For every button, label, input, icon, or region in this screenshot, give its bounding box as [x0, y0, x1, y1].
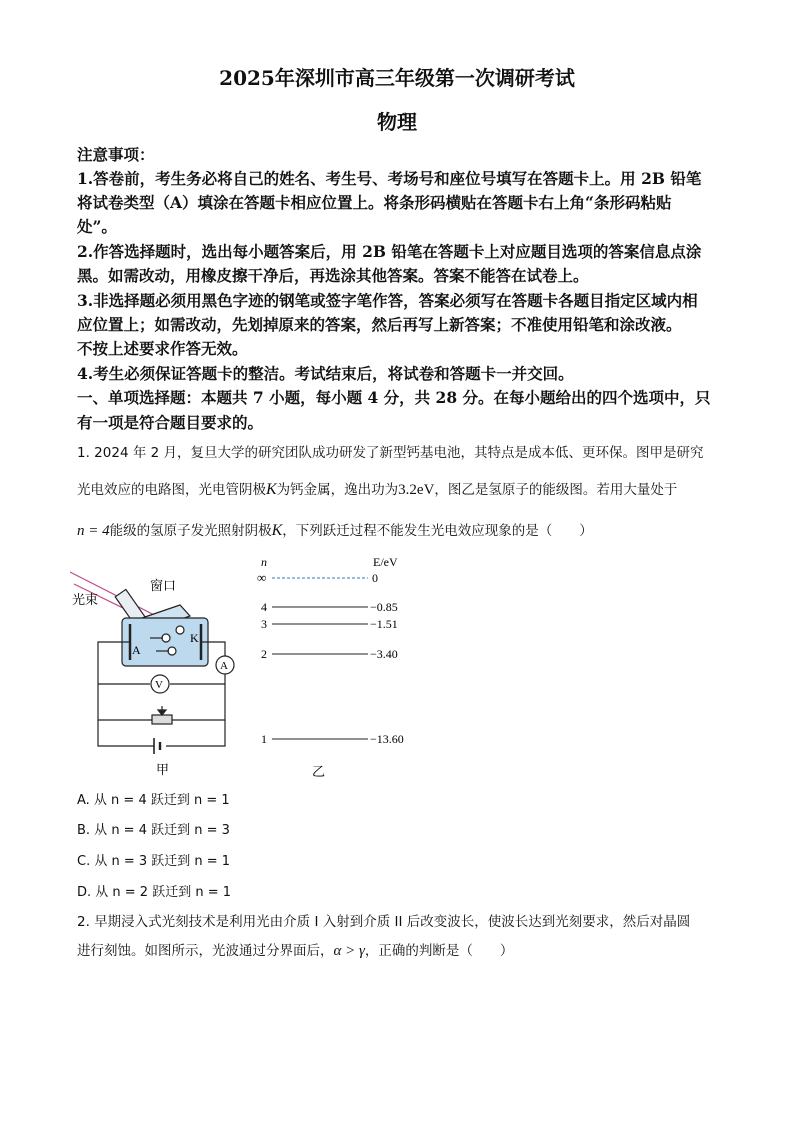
option-a: A. 从 n = 4 跃迁到 n = 1 — [77, 793, 230, 808]
exam-title: 2025年深圳市高三年级第一次调研考试 — [219, 66, 575, 90]
light-beam-label: 光束 — [72, 592, 99, 607]
option-c: C. 从 n = 3 跃迁到 n = 1 — [77, 854, 231, 869]
level-infinity — [257, 570, 378, 585]
svg-text:−3.40: −3.40 — [370, 647, 398, 661]
question-1-line: 光电效应的电路图，光电管阴极K为钙金属，逸出功为3.2eV，图乙是氢原子的能级图。若用大量处于 — [77, 481, 678, 498]
svg-text:−1.51: −1.51 — [370, 617, 398, 631]
svg-text:0: 0 — [372, 571, 378, 585]
subject-title: 物理 — [377, 110, 417, 134]
n-axis-header: n — [261, 555, 267, 569]
notice-line: 不按上述要求作答无效。 — [77, 339, 248, 358]
level-2 — [261, 647, 398, 661]
question-1-line: 1. 2024 年 2 月，复旦大学的研究团队成功研发了新型钙基电池，其特点是成本低、更环保。图甲是研究 — [77, 445, 704, 461]
level-3 — [261, 617, 398, 631]
notice-heading: 注意事项： — [77, 145, 155, 164]
svg-text:∞: ∞ — [257, 570, 267, 585]
figure-caption-jia: 甲 — [156, 762, 170, 777]
anode-label: A — [132, 643, 141, 657]
notice-line: 应位置上；如需改动，先划掉原来的答案，然后再写上新答案；不准使用铅笔和涂改液。 — [77, 315, 682, 334]
svg-text:−0.85: −0.85 — [370, 600, 398, 614]
svg-text:4: 4 — [261, 600, 267, 614]
question-2-line: 2. 早期浸入式光刻技术是利用光由介质 I 入射到介质 II 后改变波长，使波长达到光刻要求，然后对晶圆 — [77, 914, 691, 930]
option-d: D. 从 n = 2 跃迁到 n = 1 — [77, 885, 232, 900]
photoelectric-circuit-figure — [70, 560, 250, 780]
svg-text:1: 1 — [261, 732, 267, 746]
figure-caption-yi: 乙 — [312, 764, 326, 779]
ammeter-label: A — [220, 660, 228, 672]
svg-text:−13.60: −13.60 — [370, 732, 404, 746]
window-label: 窗口 — [150, 578, 177, 593]
section-heading-cont: 有一项是符合题目要求的。 — [77, 413, 264, 432]
option-b: B. 从 n = 4 跃迁到 n = 3 — [77, 823, 230, 838]
notice-line: 处”。 — [77, 217, 117, 236]
question-1-line: n = 4能级的氢原子发光照射阴极K，下列跃迁过程不能发生光电效应现象的是（ ） — [77, 522, 593, 539]
section-heading: 一、单项选择题：本题共 7 小题，每小题 4 分，共 28 分。在每小题给出的四个选项中，只 — [77, 388, 711, 407]
question-2-line: 进行刻蚀。如图所示，光波通过分界面后，α > γ，正确的判断是（ ） — [77, 943, 514, 959]
energy-level-diagram — [250, 553, 440, 780]
notice-line: 2.作答选择题时，选出每小题答案后，用 2B 铅笔在答题卡上对应题目选项的答案信息点涂 — [77, 242, 702, 261]
cathode-label: K — [190, 631, 199, 645]
svg-text:3: 3 — [261, 617, 267, 631]
energy-axis-header: E/eV — [373, 555, 398, 569]
notice-line: 3.非选择题必须用黑色字迹的钢笔或签字笔作答，答案必须写在答题卡各题目指定区域内相 — [77, 291, 698, 310]
notice-line: 黑。如需改动，用橡皮擦干净后，再选涂其他答案。答案不能答在试卷上。 — [77, 266, 589, 285]
notice-line: 将试卷类型（A）填涂在答题卡相应位置上。将条形码横贴在答题卡右上角“条形码粘贴 — [77, 193, 672, 212]
level-4 — [261, 600, 398, 614]
svg-text:2: 2 — [261, 647, 267, 661]
notice-line: 4.考生必须保证答题卡的整洁。考试结束后，将试卷和答题卡一并交回。 — [77, 364, 574, 383]
notice-line: 1.答卷前，考生务必将自己的姓名、考生号、考场号和座位号填写在答题卡上。用 2B 铅笔 — [77, 169, 702, 188]
level-1 — [261, 732, 404, 746]
voltmeter-label: V — [155, 679, 163, 691]
